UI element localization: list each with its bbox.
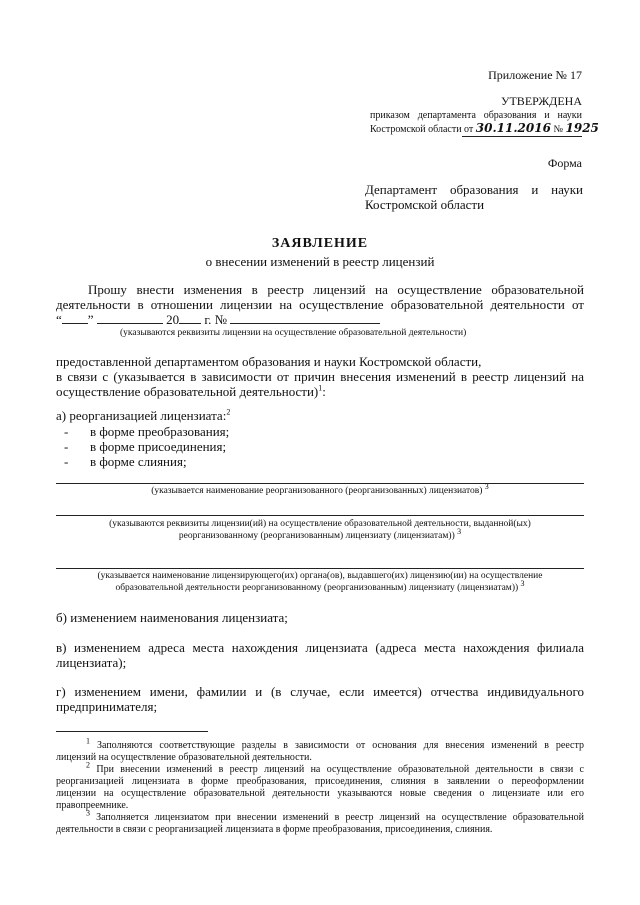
- footnote-ref-3[interactable]: 3: [520, 578, 525, 588]
- reorg-label-text: а) реорганизацией лицензиата:: [56, 408, 227, 423]
- order-date-handwritten: 30.11.2016: [475, 121, 551, 135]
- list-dash: -: [64, 424, 69, 439]
- list-item-text: в форме присоединения;: [90, 439, 227, 454]
- approved-stamp: УТВЕРЖДЕНА: [500, 94, 582, 108]
- footnote-ref-3[interactable]: 3: [457, 526, 462, 536]
- licensing-authority-line[interactable]: [56, 568, 584, 569]
- item-g-line-2: предпринимателя;: [56, 699, 158, 714]
- hint-authority-2-text: образовательной деятельности реорганизованному (реорганизованным) лицензиату (лицензиатам)): [115, 583, 519, 593]
- footnote-ref-3[interactable]: 3: [484, 481, 489, 491]
- footnote-ref-2[interactable]: 2: [226, 407, 231, 417]
- license-date-line: [56, 312, 380, 327]
- paragraph-1-line-1: Прошу внести изменения в реестр лицензий на осуществление образовательной: [88, 282, 584, 297]
- reorganized-licensee-name-line[interactable]: [56, 483, 584, 484]
- paragraph-1-line-2: деятельности в отношении лицензии на осуществление образовательной деятельности от: [56, 297, 584, 312]
- order-number-prefix: №: [553, 124, 563, 135]
- hint-authority-2: [56, 578, 584, 595]
- appendix-number: Приложение № 17: [488, 68, 582, 82]
- recipient-line-1: Департамент образования и науки: [365, 182, 583, 197]
- list-item: [64, 454, 187, 469]
- order-line-2: [370, 122, 599, 136]
- hint-authority-1: (указывается наименование лицензирующего(их) органа(ов), выдавшего(их) лицензию(ии) на осуществление: [97, 571, 543, 581]
- date-day-field[interactable]: [62, 312, 88, 324]
- list-item: [64, 439, 226, 454]
- paragraph-2-colon: :: [322, 384, 326, 399]
- footnote-1-text: Заполняются соответствующие разделы в зависимости от основания для внесения изменений в реестр: [97, 740, 584, 751]
- order-line-1: приказом департамента образования и науки: [370, 110, 582, 121]
- footnote-3-line-1: [86, 808, 585, 824]
- footnote-1-number: 1: [86, 736, 90, 746]
- date-close-quote: ”: [87, 312, 94, 327]
- order-line-2-text: Костромской области от: [370, 124, 474, 135]
- list-item: [64, 424, 229, 439]
- license-number-prefix: г. №: [204, 312, 228, 327]
- hint-license-details-2: [56, 526, 584, 543]
- footnote-ref-1[interactable]: 1: [318, 383, 323, 393]
- hint-license-details: (указываются реквизиты лицензии на осуществление образовательной деятельности): [120, 328, 467, 338]
- footnote-separator: [56, 731, 208, 732]
- list-dash: -: [64, 439, 69, 454]
- license-number-field[interactable]: [230, 312, 380, 324]
- hint-reorganized-name: [56, 481, 584, 498]
- item-v-line-1: в) изменением адреса места нахождения лицензиата (адреса места нахождения филиала: [56, 640, 584, 655]
- date-open-quote: “: [56, 312, 62, 327]
- footnote-3-text: Заполняется лицензиатом при внесении изменений в реестр лицензий на осуществление образовательной: [96, 812, 585, 823]
- list-dash: -: [64, 454, 69, 469]
- document-subtitle: о внесении изменений в реестр лицензий: [205, 254, 435, 269]
- paragraph-2-line-2: в связи с (указывается в зависимости от причин внесения изменений в реестр лицензий на: [56, 369, 584, 384]
- footnote-2-line-1: [86, 760, 584, 776]
- footnote-2-line-3: лицензии на осуществление образовательной деятельности указываются новые сведения о лицензиате или его: [56, 788, 584, 799]
- document-title: ЗАЯВЛЕНИЕ: [271, 236, 369, 251]
- hint-license-details-2-text: реорганизованному (реорганизованным) лицензиату (лицензиатам)): [178, 531, 455, 541]
- reorganized-license-details-line[interactable]: [56, 515, 584, 516]
- form-label: Форма: [547, 156, 582, 170]
- list-item-text: в форме преобразования;: [90, 424, 230, 439]
- hint-license-details-1: (указываются реквизиты лицензии(ий) на осуществление образовательной деятельности, выданной(ых): [109, 519, 531, 529]
- footnote-2-line-2: реорганизацией лицензиата в форме преобразования, присоединения, слияния в заявлении о переоформлении: [56, 776, 584, 787]
- date-year-prefix: 20: [166, 312, 180, 327]
- footnote-3-line-2: деятельности в связи с реорганизацией лицензиата в форме преобразования, присоединения, слияния.: [56, 824, 493, 835]
- footnote-1-line-1: [86, 736, 584, 752]
- footnote-2-text: При внесении изменений в реестр лицензий на осуществление образовательной деятельности в связи с: [96, 764, 584, 775]
- reorg-label: [56, 408, 230, 423]
- list-item-text: в форме слияния;: [90, 454, 187, 469]
- recipient-line-2: Костромской области: [365, 197, 485, 212]
- paragraph-2-line-3: [56, 384, 326, 399]
- footnote-3-number: 3: [86, 808, 90, 818]
- paragraph-2-line-1: предоставленной департаментом образования и науки Костромской области,: [56, 354, 482, 369]
- order-number-handwritten: 1925: [565, 121, 599, 135]
- footnote-2-line-4: правопреемнике.: [56, 800, 129, 811]
- paragraph-2-line-3-text: осуществление образовательной деятельности): [56, 384, 319, 399]
- item-b: б) изменением наименования лицензиата;: [56, 610, 288, 625]
- footnote-1-line-2: лицензий на осуществление образовательной деятельности.: [56, 752, 312, 763]
- order-date-underline: [462, 136, 582, 137]
- hint-reorganized-name-text: (указывается наименование реорганизованного (реорганизованных) лицензиатов): [151, 486, 483, 496]
- date-year-field[interactable]: [179, 312, 201, 324]
- footnote-2-number: 2: [86, 760, 90, 770]
- item-v-line-2: лицензиата);: [56, 655, 127, 670]
- date-month-field[interactable]: [97, 312, 163, 324]
- item-g-line-1: г) изменением имени, фамилии и (в случае, если имеется) отчества индивидуального: [56, 684, 584, 699]
